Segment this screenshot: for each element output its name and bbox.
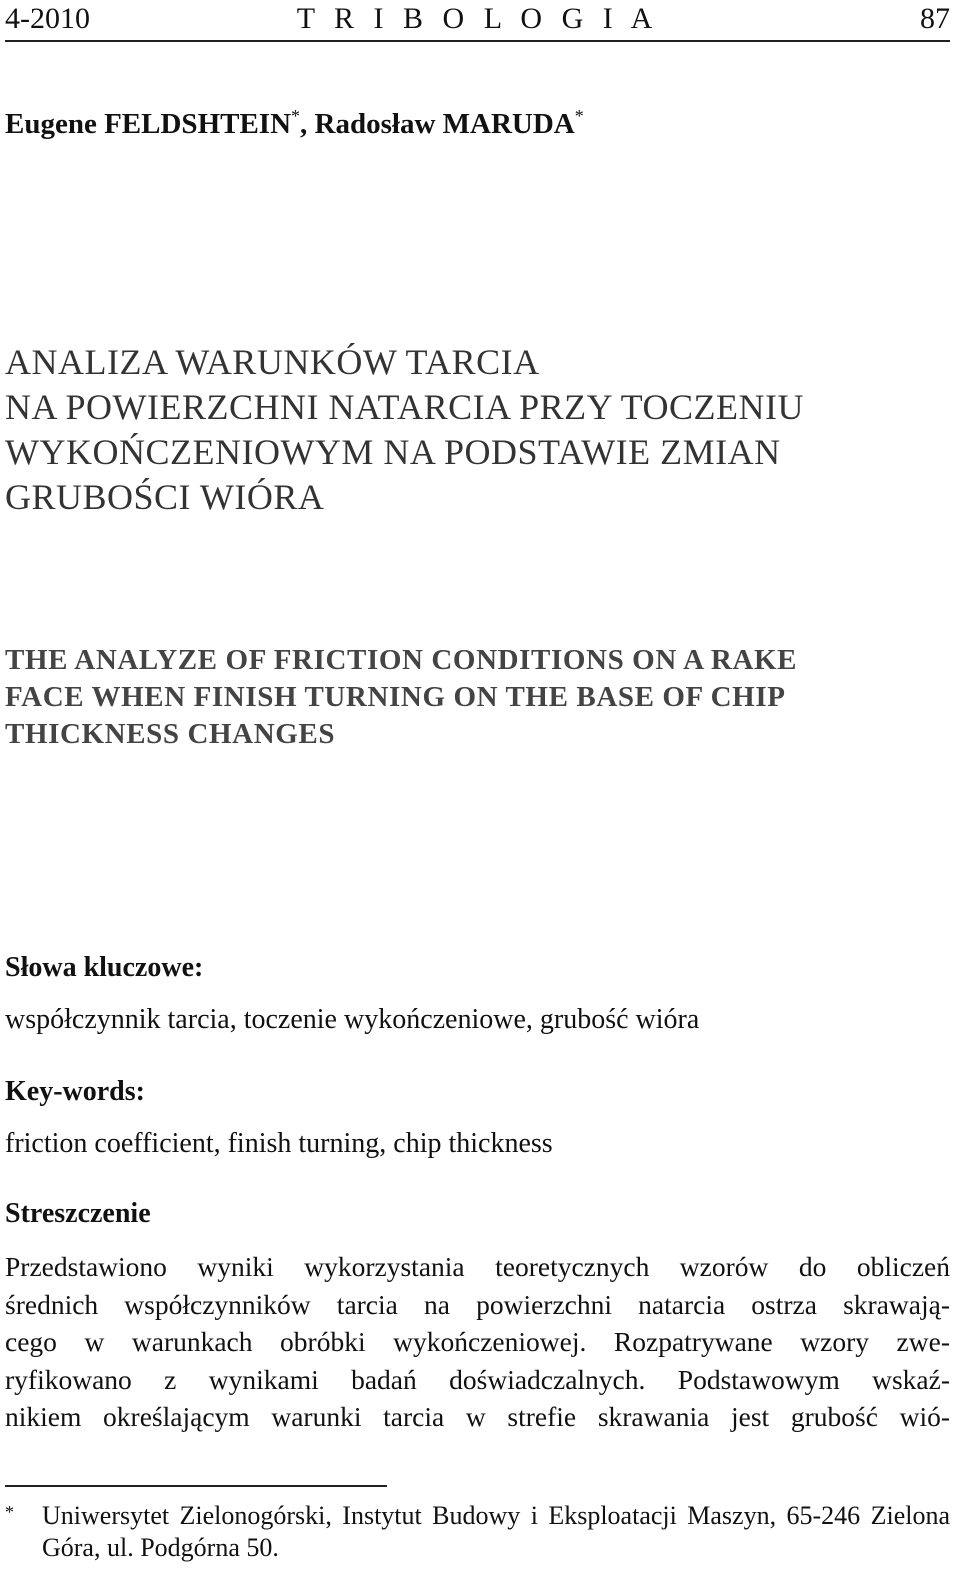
abstract-body <box>5 1248 950 1436</box>
title-english <box>5 642 950 753</box>
keywords-pl-heading: Słowa kluczowe: <box>5 952 204 983</box>
abstract-line: cego w warunkach obróbki wykończeniowej. Rozpatrywane wzory zwe- <box>5 1326 950 1358</box>
page-number: 87 <box>920 2 950 35</box>
footnote <box>5 1500 950 1564</box>
title-en-line: FACE WHEN FINISH TURNING ON THE BASE OF CHIP <box>5 681 786 713</box>
title-polish <box>5 340 950 520</box>
footnote-mark: * <box>5 1502 14 1522</box>
affiliation-mark-1: * <box>291 106 301 126</box>
title-pl-line: NA POWIERZCHNI NATARCIA PRZY TOCZENIU <box>5 387 804 427</box>
abstract-line: Przedstawiono wyniki wykorzystania teoretycznych wzorów do obliczeń <box>5 1251 950 1282</box>
title-pl-line: WYKOŃCZENIOWYM NA PODSTAWIE ZMIAN <box>5 432 781 472</box>
title-en-line: THE ANALYZE OF FRICTION CONDITIONS ON A RAKE <box>5 644 798 676</box>
running-header <box>5 0 950 42</box>
authors-line <box>5 104 584 144</box>
footnote-text <box>42 1500 950 1564</box>
abstract-line: ryfikowano z wynikami badań doświadczalnych. Podstawowym wskaź- <box>5 1363 950 1395</box>
journal-name: T R I B O L O G I A <box>296 2 659 35</box>
abstract-line: nikiem określającym warunki tarcia w strefie skrawania jest grubość wió- <box>5 1401 950 1433</box>
abstract-heading: Streszczenie <box>5 1198 151 1229</box>
author-1: Eugene FELDSHTEIN <box>5 108 292 140</box>
footnote-rule <box>5 1485 387 1487</box>
title-en-line: THICKNESS CHANGES <box>5 718 336 750</box>
title-pl-line: ANALIZA WARUNKÓW TARCIA <box>5 342 540 382</box>
affiliation-mark-2: * <box>574 106 584 126</box>
author-separator: , <box>300 108 315 140</box>
title-pl-line: GRUBOŚCI WIÓRA <box>5 477 325 517</box>
footnote-line-1: Uniwersytet Zielonogórski, Instytut Budowy i Eksploatacji Maszyn, 65-246 Zielona <box>42 1501 950 1530</box>
abstract-line: średnich współczynników tarcia na powierzchni natarcia ostrza skrawają- <box>5 1288 950 1320</box>
keywords-en-text: friction coefficient, finish turning, chip thickness <box>5 1128 553 1159</box>
footnote-line-2: Góra, ul. Podgórna 50. <box>42 1533 279 1562</box>
keywords-en-heading: Key-words: <box>5 1076 145 1107</box>
keywords-pl-text: współczynnik tarcia, toczenie wykończeniowe, grubość wióra <box>5 1004 700 1035</box>
author-2: Radosław MARUDA <box>314 108 575 140</box>
issue-number: 4-2010 <box>5 2 90 35</box>
